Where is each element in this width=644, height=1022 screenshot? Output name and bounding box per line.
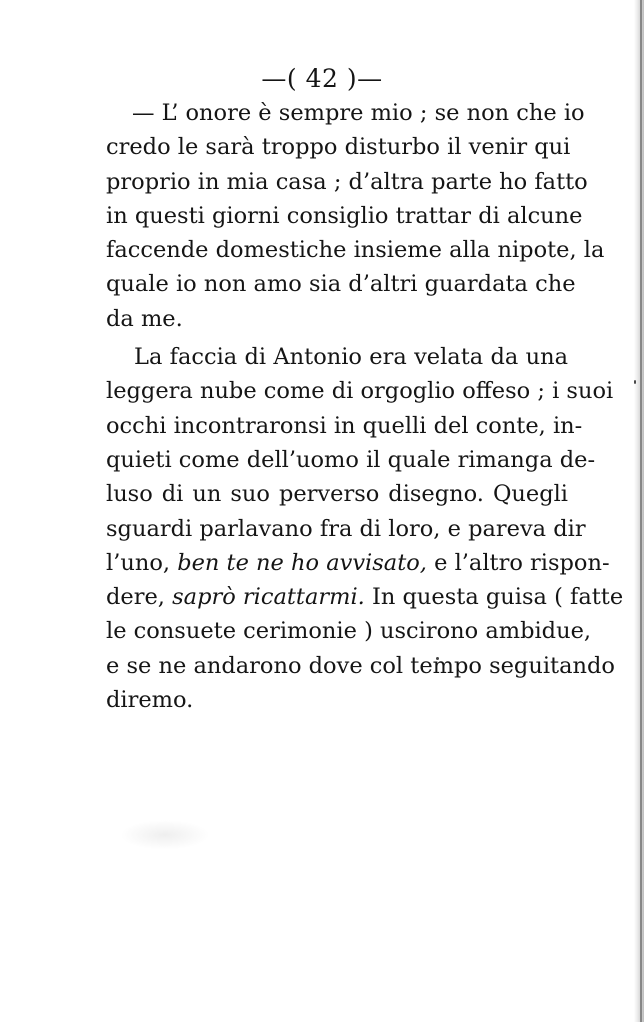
text-line: credo le sarà troppo disturbo il venir qui (106, 134, 571, 161)
text-line: sguardi parlavano fra di loro, e pareva dir (106, 515, 586, 542)
text-line: faccende domestiche insieme alla nipote, la (106, 237, 605, 264)
text-line-mixed (106, 546, 610, 580)
text-line: luso di un suo perverso disegno. Quegli (106, 481, 568, 508)
italic-phrase: ben te ne ho avvisato, (177, 549, 427, 576)
text-line: da me. (106, 305, 183, 332)
paper-smudge (120, 820, 210, 850)
text-run: dere, (106, 584, 165, 611)
page-number: —( 42 )— (261, 64, 383, 93)
ink-speck (634, 380, 636, 384)
body-text (106, 96, 624, 717)
text-run: l’uno, (106, 549, 171, 576)
italic-phrase: saprò ricattarmi. (172, 584, 365, 611)
text-line: in questi giorni consiglio trattar di alcune (106, 202, 583, 229)
text-line: e se ne andarono dove col tempo seguitando (106, 652, 615, 679)
text-line: proprio in mia casa ; d’altra parte ho fatto (106, 168, 588, 195)
paragraph-2 (106, 340, 624, 717)
text-line: quale io non amo sia d’altri guardata che (106, 271, 576, 298)
page-edge-shadow (634, 0, 644, 1022)
text-line: La faccia di Antonio era velata da una (134, 344, 568, 371)
text-run: In questa guisa ( fatte (372, 584, 624, 611)
text-line: quieti come dell’uomo il quale rimanga de- (106, 446, 596, 473)
text-line: — L’ onore è sempre mio ; se non che io (132, 100, 585, 126)
text-line: leggera nube come di orgoglio offeso ; i suoi (106, 378, 614, 405)
text-run: e l’altro rispon- (434, 549, 610, 576)
text-line: diremo. (106, 687, 194, 714)
text-line: occhi incontraronsi in quelli del conte, in- (106, 412, 583, 439)
text-line: le consuete cerimonie ) uscirono ambidue, (106, 618, 592, 645)
text-line-mixed (106, 580, 624, 614)
paragraph-1 (106, 96, 605, 336)
